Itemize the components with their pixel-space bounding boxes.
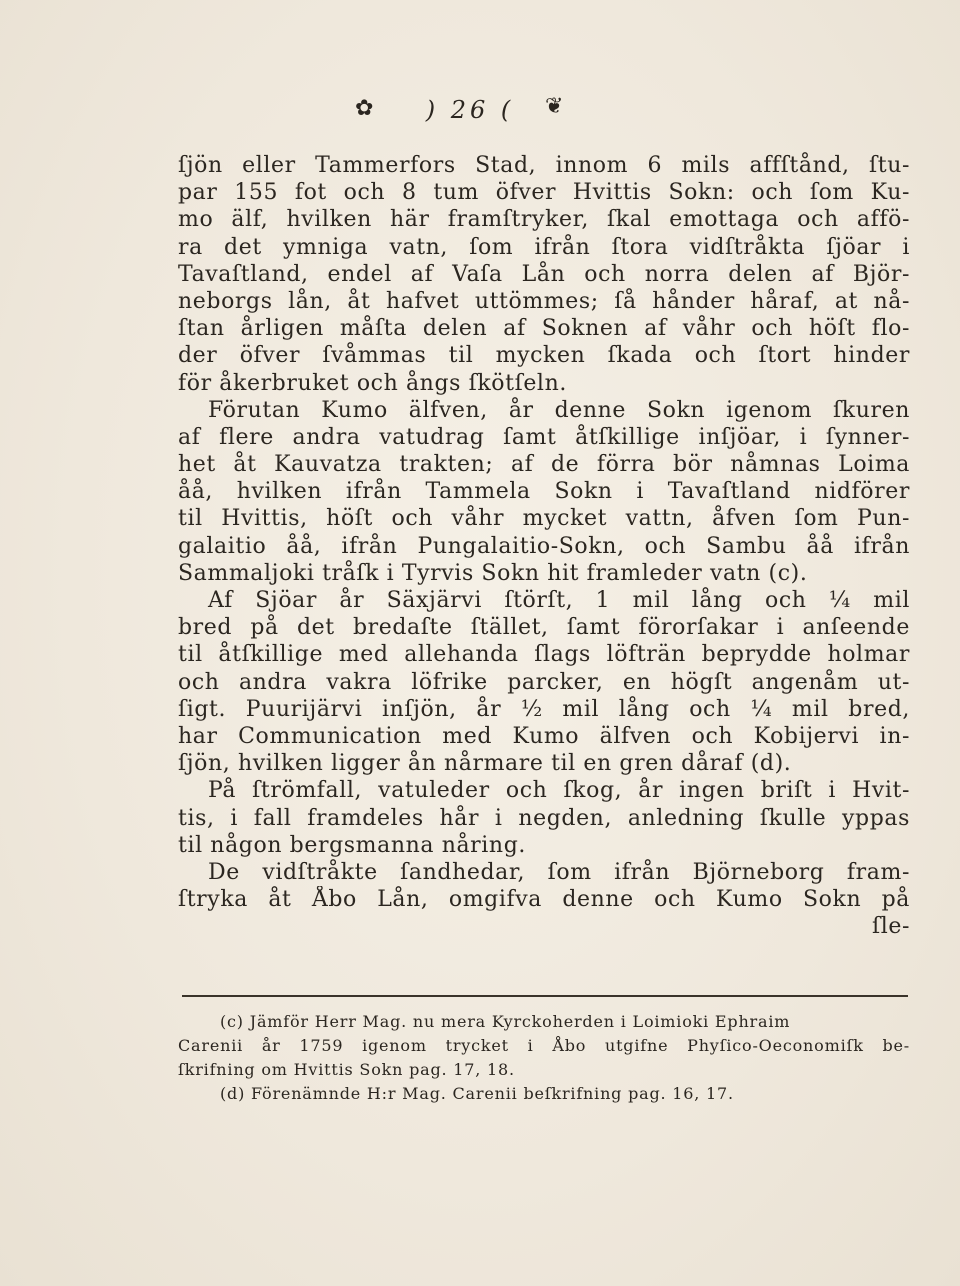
text-line: tis, i fall framdeles hår i negden, anledning ſkulle yppas xyxy=(178,805,910,831)
text-line: af flere andra vatudrag ſamt åtſkillige inſjöar, i ſynner- xyxy=(178,424,910,450)
footnote-divider xyxy=(182,995,908,997)
text-line: ſtryka åt Åbo Lån, omgifva denne och Kumo Sokn på xyxy=(178,887,910,913)
text-line: ſjön eller Tammerfors Stad, innom 6 mils affſtånd, ſtu- xyxy=(178,153,910,178)
text-line: ra det ymniga vatn, ſom ifrån ſtora vidſtråkta ſjöar i xyxy=(178,234,910,260)
text-line: bred på det bredaſte ſtället, ſamt förorſakar i anſeende xyxy=(178,615,910,641)
text-line: har Communication med Kumo älfven och Kobijervi in- xyxy=(178,723,910,749)
text-line: Tavaſtland, endel af Vaſa Lån och norra delen af Björ- xyxy=(178,261,910,287)
footnote-line: (c) Jämför Herr Mag. nu mera Kyrckoherden i Loimioki Ephraim xyxy=(220,1012,791,1031)
text-line: för åkerbruket och ångs ſkötſeln. xyxy=(178,370,567,396)
text-line: På ſtrömfall, vatuleder och ſkog, år ingen briſt i Hvit- xyxy=(208,778,910,804)
text-line: galaitio åå, ifrån Pungalaitio-Sokn, och Sambu åå ifrån xyxy=(178,533,910,559)
catchword: ſle- xyxy=(871,914,910,940)
text-line: ſtan årligen måſta delen af Soknen af våhr och höſt flo- xyxy=(178,316,910,342)
text-line: til någon bergsmanna nåring. xyxy=(178,832,526,858)
text-line: til åtſkillige med allehanda ſlags löfträn beprydde holmar xyxy=(178,642,910,668)
text-line: Förutan Kumo älfven, år denne Sokn igenom ſkuren xyxy=(208,397,910,423)
footnote-line: (d) Förenämnde H:r Mag. Carenii beſkrifning pag. 16, 17. xyxy=(220,1084,734,1103)
text-line: Af Sjöar år Säxjärvi ſtörſt, 1 mil lång och ¼ mil xyxy=(208,588,910,613)
text-line: och andra vakra löfrike parcker, en högſt angenåm ut- xyxy=(178,669,910,695)
text-line: par 155 fot och 8 tum öfver Hvittis Sokn: och ſom Ku- xyxy=(178,180,910,206)
page-number: ) 26 ( xyxy=(425,96,515,124)
page-header xyxy=(0,94,960,134)
leaf-ornament-icon: ❦ xyxy=(545,94,568,119)
text-line: neborgs lån, åt hafvet uttömmes; ſå hånder håraf, at nå- xyxy=(178,288,910,314)
footnotes xyxy=(178,1010,910,1106)
text-line: der öfver ſvåmmas til mycken ſkada och ſtort hinder xyxy=(178,343,910,369)
text-line: åå, hvilken ifrån Tammela Sokn i Tavaſtland nidförer xyxy=(178,479,910,505)
text-line: ſjön, hvilken ligger ån nårmare til en gren dåraf (d). xyxy=(178,751,792,777)
footnote-line: ſkrifning om Hvittis Sokn pag. 17, 18. xyxy=(178,1060,515,1079)
body-text xyxy=(178,152,910,940)
flower-ornament-icon: ✿ xyxy=(355,96,378,121)
text-line: til Hvittis, höſt och våhr mycket vattn, åfven ſom Pun- xyxy=(178,506,910,532)
text-line: Sammaljoki tråſk i Tyrvis Sokn hit framleder vatn (c). xyxy=(178,560,808,586)
footnote-line: Carenii år 1759 igenom trycket i Åbo utgifne Phyſico-Oeconomiſk be- xyxy=(178,1036,910,1055)
text-line: mo älf, hvilken här framſtryker, ſkal emottaga och affö- xyxy=(178,207,910,233)
text-line: De vidſtråkte ſandhedar, ſom ifrån Björneborg fram- xyxy=(208,859,910,885)
text-line: ſigt. Puurijärvi inſjön, år ½ mil lång och ¼ mil bred, xyxy=(178,696,910,722)
text-line: het åt Kauvatza trakten; af de förra bör nåmnas Loima xyxy=(178,452,910,478)
